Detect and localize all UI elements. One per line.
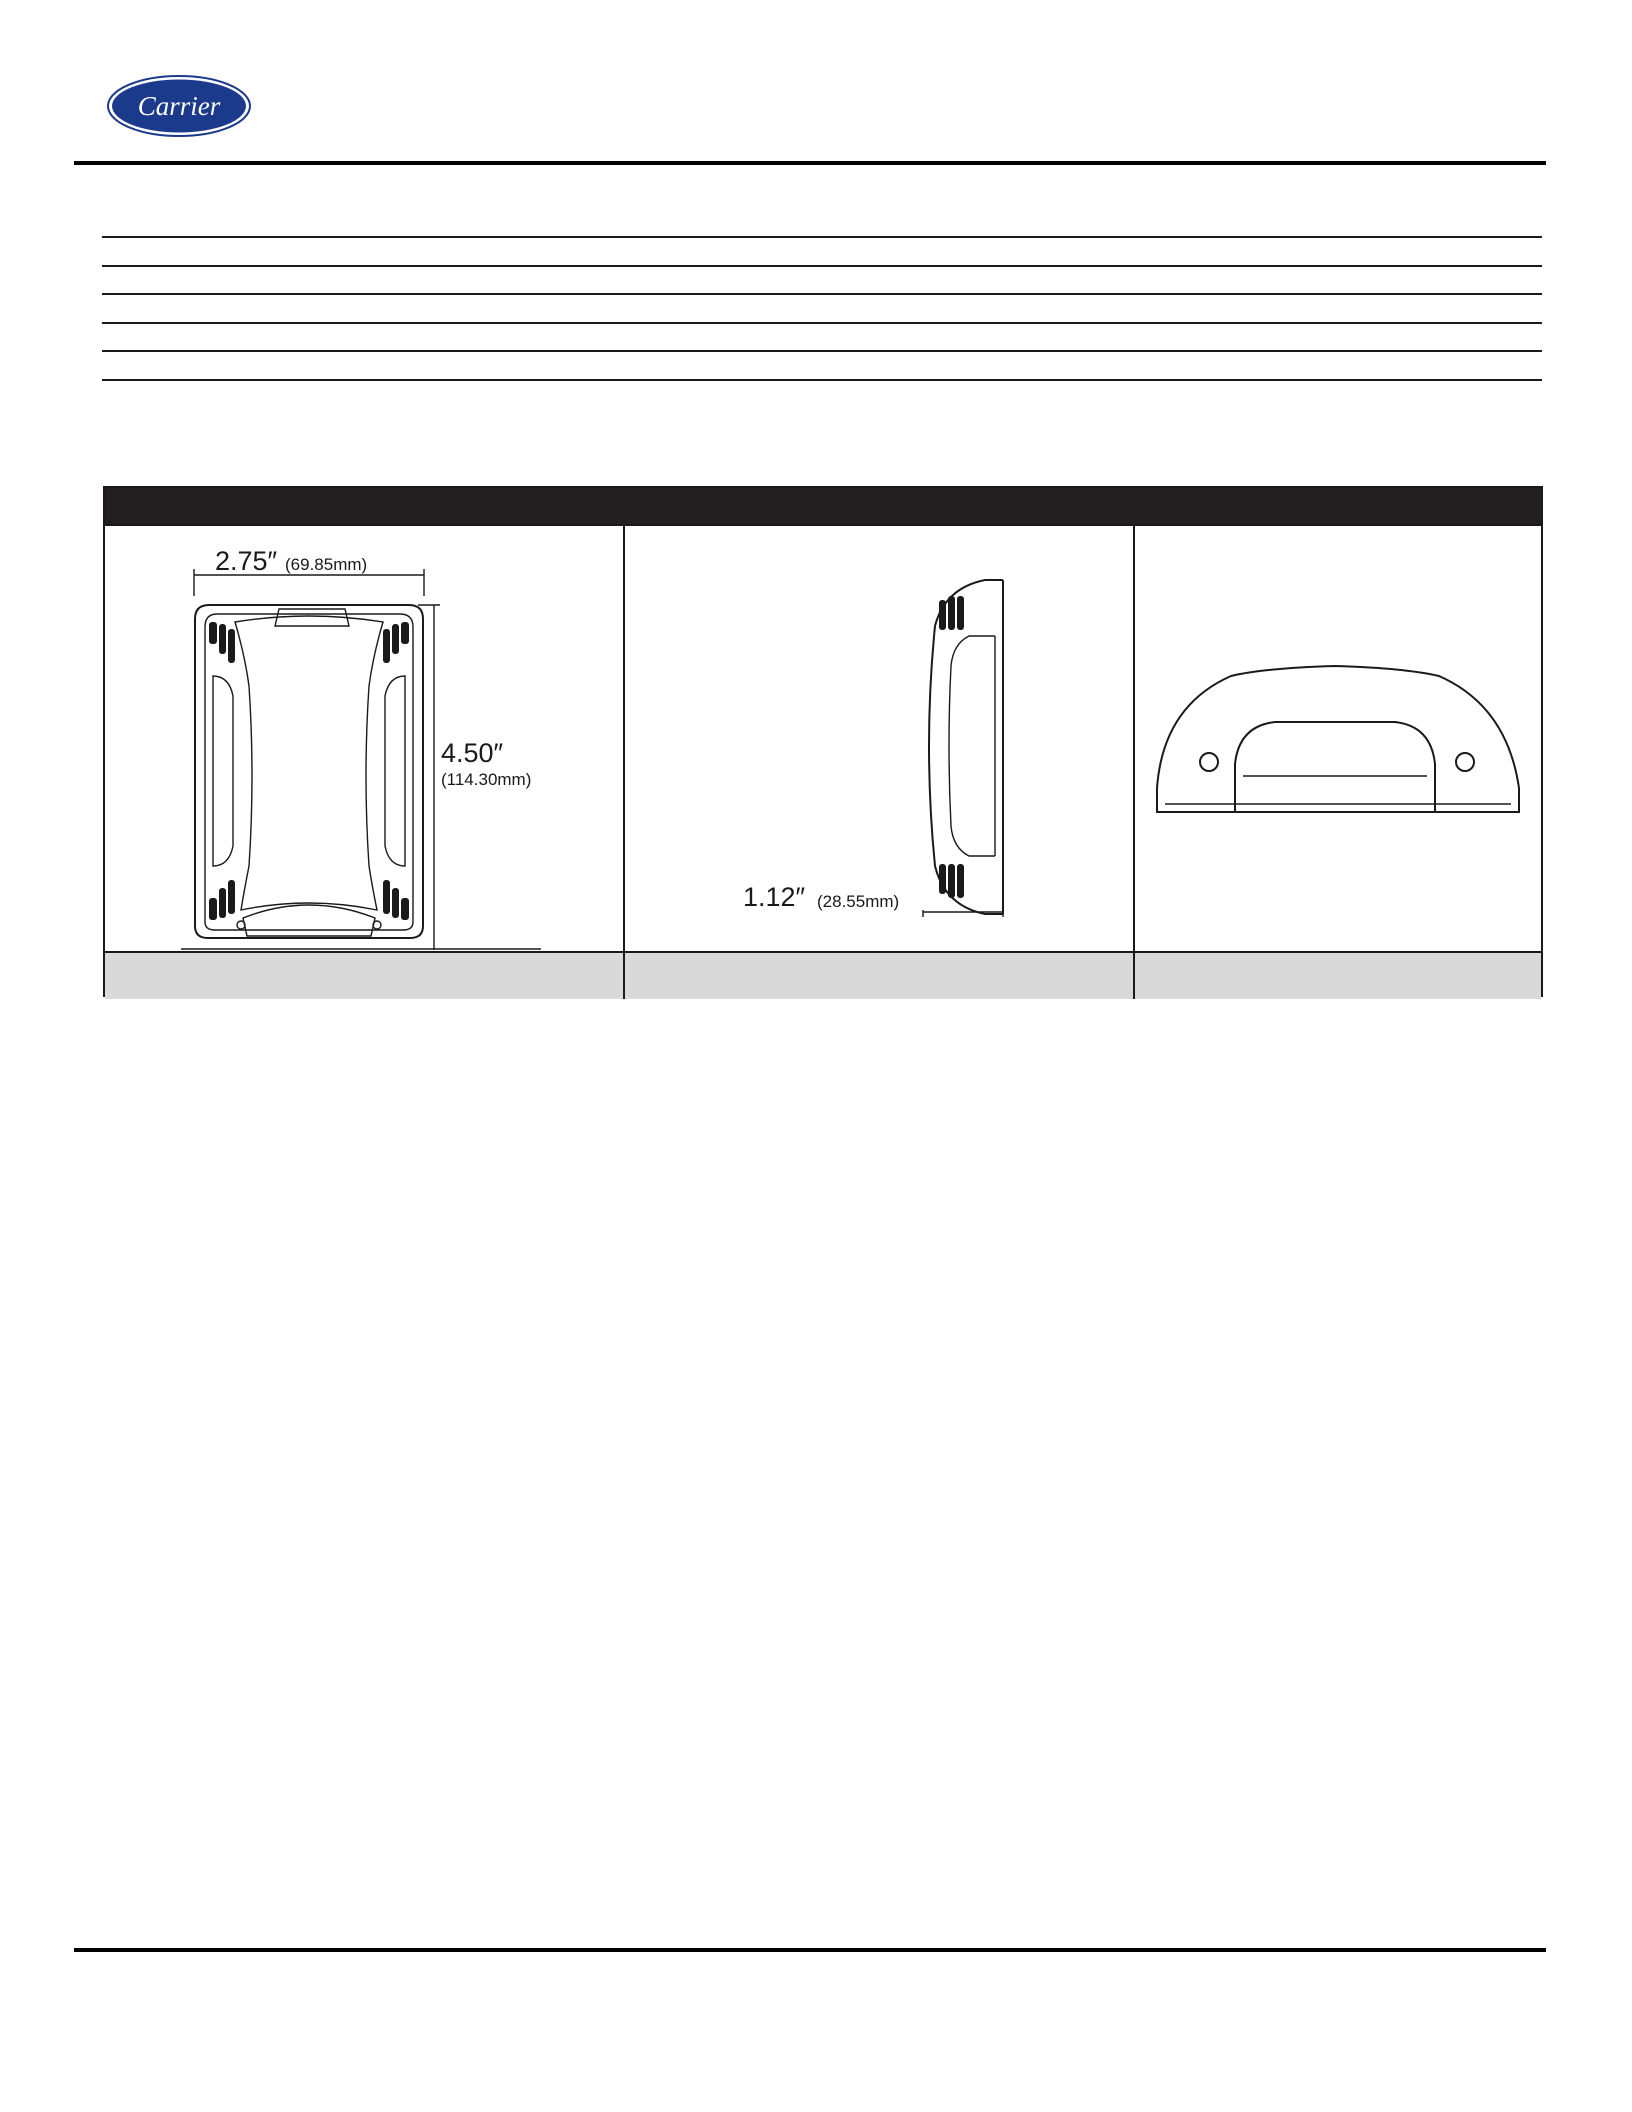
dimensions-caption-row: [105, 951, 1541, 999]
top-view-cell: [1133, 526, 1541, 951]
spec-table: [102, 236, 1542, 381]
front-view-caption: [105, 953, 623, 999]
top-view-drawing: [1135, 526, 1541, 951]
top-view-caption: [1133, 953, 1541, 999]
front-view-drawing: [105, 526, 621, 951]
spec-row: [102, 350, 1542, 379]
side-view-cell: [623, 526, 1133, 951]
spec-row: [102, 265, 1542, 294]
front-height-inches: 4.50″: [441, 738, 504, 768]
side-depth-mm: (28.55mm): [817, 892, 900, 911]
logo-wordmark: Carrier: [137, 91, 221, 121]
front-width-mm: (69.85mm): [285, 555, 368, 574]
side-view-caption: [623, 953, 1133, 999]
front-width-inches: 2.75″: [215, 546, 278, 576]
spec-row: [102, 379, 1542, 381]
dimensions-table-header: [105, 488, 1541, 524]
front-view-cell: [105, 526, 623, 951]
carrier-logo: [106, 74, 252, 138]
dimensions-table: [103, 486, 1543, 997]
footer-rule: [74, 1948, 1546, 1952]
side-depth-inches: 1.12″: [743, 882, 806, 912]
front-height-mm: (114.30mm): [441, 770, 532, 789]
spec-row: [102, 322, 1542, 351]
spec-row: [102, 236, 1542, 265]
side-view-drawing: [625, 526, 1133, 951]
spec-row: [102, 293, 1542, 322]
header-rule: [74, 161, 1546, 165]
dimensions-table-body: [105, 524, 1541, 951]
